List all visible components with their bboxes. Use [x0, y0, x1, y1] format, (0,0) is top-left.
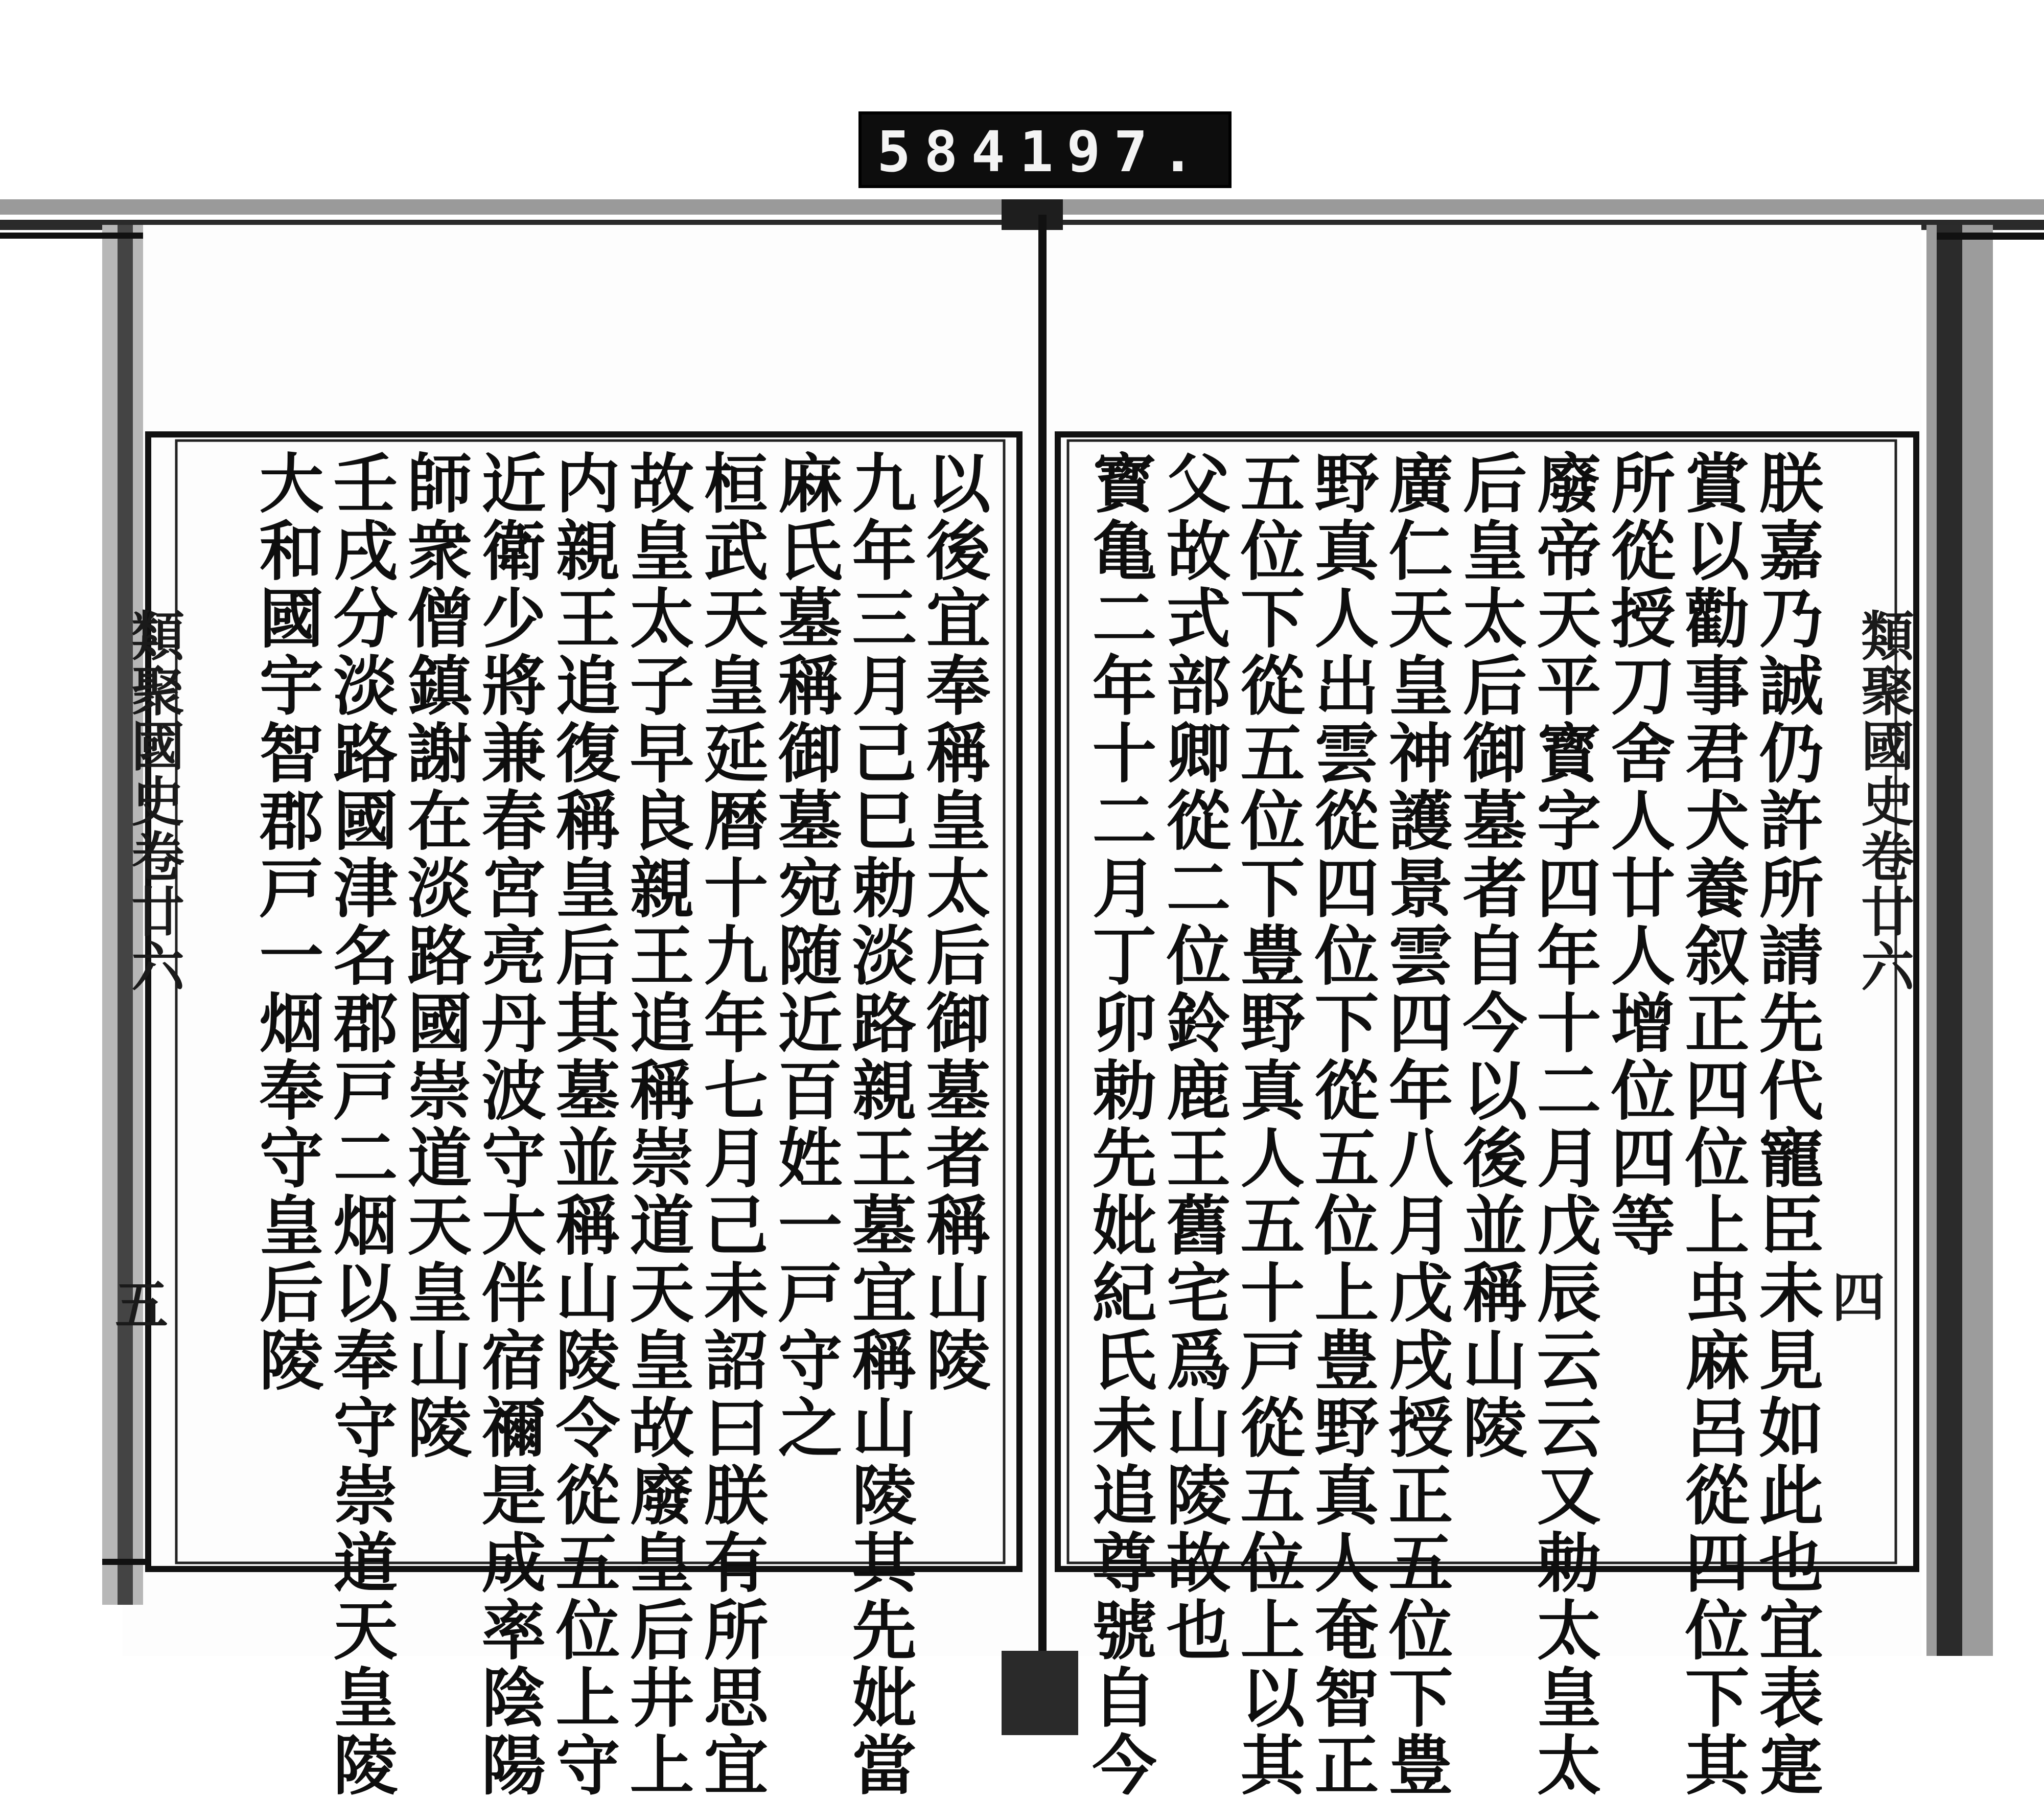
spine-line	[1038, 215, 1047, 1687]
left-line-4: 桓武天皇延暦十九年七月己未詔曰朕有所思宜	[693, 450, 769, 1799]
reel-number: 584	[877, 119, 1018, 184]
left-folio: 五	[115, 1274, 169, 1336]
left-line-10: 大和國宇智郡戸一烟奉守皇后陵	[249, 450, 324, 1394]
right-line-1: 朕嘉乃誠仍許所請先代寵臣未見如此也宜表寔	[1749, 450, 1824, 1799]
right-line-5: 后皇太后御墓者自今以後並稱山陵	[1452, 450, 1528, 1462]
left-running-head: 類聚國史卷廿六	[122, 608, 185, 995]
left-line-2: 九年三月己巳勅淡路親王墓宜稱山陵其先妣當	[842, 450, 917, 1799]
right-line-3: 所從授刀舍人廿人增位四等	[1600, 450, 1676, 1259]
right-line-6: 廣仁天皇神護景雲四年八月戊戌授正五位下豊	[1378, 450, 1454, 1799]
left-line-5: 故皇太子早良親王追稱崇道天皇故廢皇后井上	[619, 450, 695, 1799]
right-line-7: 野真人出雲從四位下從五位上豊野真人奄智正	[1304, 450, 1380, 1799]
right-line-9: 父故式部卿從二位鈴鹿王舊宅爲山陵故也	[1156, 450, 1232, 1664]
spine-foot	[1002, 1651, 1078, 1735]
right-book-edge-dark	[1937, 225, 1962, 1656]
left-line-6: 内親王追復稱皇后其墓並稱山陵令從五位上守	[545, 450, 621, 1799]
right-line-2: 賞以勸事君犬養叙正四位上虫麻呂從四位下其	[1675, 450, 1750, 1799]
right-corner-tab-top	[1937, 233, 2044, 240]
frame-number: 197.	[1019, 119, 1208, 184]
left-line-8: 師衆僧鎮謝在淡路國崇道天皇山陵	[397, 450, 473, 1462]
left-line-7: 近衛少將兼春宮亮丹波守大伴宿禰是成率陰陽	[471, 450, 547, 1799]
left-corner-tab-top	[0, 233, 143, 239]
left-corner-tab-bottom	[102, 1559, 148, 1565]
left-line-9: 壬戌分淡路國津名郡戸二烟以奉守崇道天皇陵	[323, 450, 399, 1799]
frame-number-plate	[858, 111, 1232, 188]
right-line-4: 廢帝天平寳字四年十二月戊辰云云又勅太皇太	[1526, 450, 1602, 1799]
right-folio: 四	[1832, 1266, 1886, 1329]
right-running-head: 類聚國史卷廿六	[1852, 608, 1915, 995]
left-line-3: 麻氏墓稱御墓宛随近百姓一戸守之	[768, 450, 843, 1462]
right-line-8: 五位下從五位下豊野真人五十戸從五位上以其	[1230, 450, 1306, 1799]
spine-shadow	[1002, 199, 1063, 230]
left-line-1: 以後宜奉稱皇太后御墓者稱山陵	[916, 450, 991, 1394]
right-line-10: 寳亀二年十二月丁卯勅先妣紀氏未追尊號自今	[1082, 450, 1157, 1799]
